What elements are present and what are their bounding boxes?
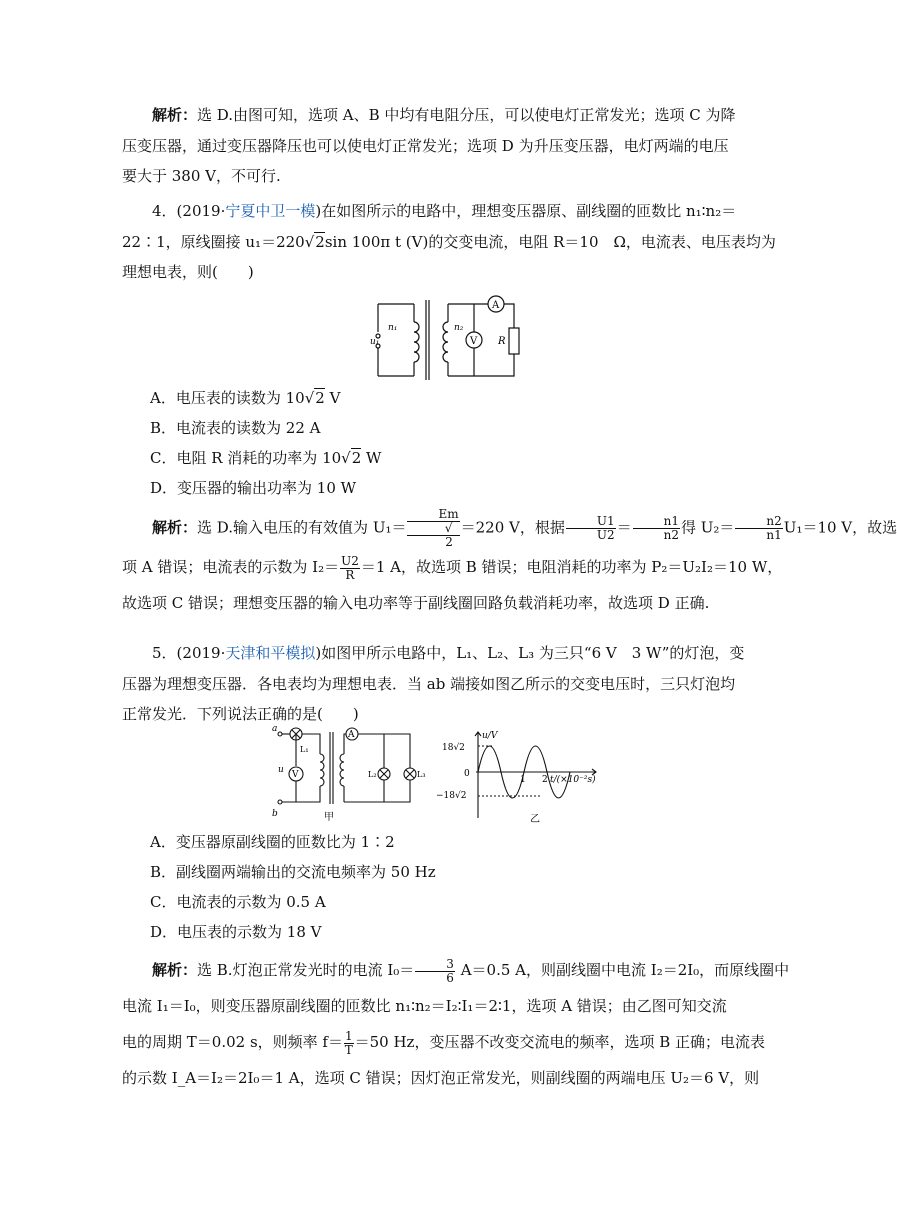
fraction: [566, 515, 616, 542]
question-5: [122, 638, 745, 730]
solution-label: 解析：: [152, 518, 198, 537]
question-4: 4．(2019·宁夏中卫一模)在如图所示的电路中，理想变压器原、副线圈的匝数比 n₁∶n₂＝ 22∶1，原线圈接 u₁＝220√2sin 100π t (V)的交变电流，电阻 R＝10 Ω，电流表、电压表均为 理想电表，则( ): [122, 196, 738, 288]
text-line: 的示数 I_A＝I₂＝2I₀＝1 A，选项 C 错误；因灯泡正常发光，则副线圈的两端电压 U₂＝6 V，则: [122, 1069, 760, 1087]
voltmeter-label: V: [292, 770, 299, 780]
numerator: Em: [407, 508, 459, 522]
text-line: 压变压器，通过变压器降压也可以使电灯正常发光；选项 D 为升压变压器，电灯两端的电压: [122, 136, 729, 155]
solution-label: 解析：: [152, 961, 198, 979]
label-n1: n₁: [388, 323, 398, 333]
ammeter-label: A: [348, 730, 355, 740]
option-text: A．电压表的读数为 10: [150, 389, 305, 407]
resistor-label: R: [498, 336, 506, 347]
y-max-label: 18√2: [442, 743, 465, 753]
numerator: U2: [341, 553, 359, 568]
label-u: u: [278, 765, 284, 775]
denominator: R: [345, 567, 355, 582]
option-a: A．电压表的读数为 10√2 V: [150, 389, 341, 407]
numerator: U1: [566, 515, 616, 529]
fraction: [415, 958, 455, 985]
numerator: 3: [415, 958, 455, 972]
denominator: 6: [446, 970, 454, 985]
text-line: 电的周期 T＝0.02 s，则频率 f＝: [122, 1033, 343, 1051]
solution-4: [122, 507, 897, 621]
question-number: 4．(2019·: [152, 202, 226, 220]
option-d: D．电压表的示数为 18 V: [150, 923, 322, 941]
text-line: U₁＝10 V，故选: [783, 518, 897, 537]
text-line: )在如图所示的电路中，理想变压器原、副线圈的匝数比 n₁∶n₂＝: [315, 202, 737, 220]
circuit-diagram-q4: [366, 292, 526, 384]
text-line: 电流 I₁＝I₀，则变压器原副线圈的匝数比 n₁∶n₂＝I₂∶I₁＝2∶1，选项 A 错误；由乙图可知交流: [122, 997, 727, 1015]
numerator: n2: [735, 515, 782, 529]
text-line: 选 D.输入电压的有效值为 U₁＝: [197, 518, 407, 537]
terminal-b: b: [272, 809, 278, 819]
solution-5: [122, 952, 790, 1096]
denominator: n1: [766, 528, 782, 542]
option-c: C．电流表的示数为 0.5 A: [150, 893, 326, 911]
text-line: 要大于 380 V，不可行.: [122, 167, 281, 185]
text-line: 理想电表，则( ): [122, 263, 254, 281]
text-line: )如图甲所示电路中，L₁、L₂、L₃ 为三只“6 V 3 W”的灯泡，变: [315, 644, 745, 662]
option-b: B．电流表的读数为 22 A: [150, 419, 321, 437]
option-a: A．变压器原副线圈的匝数比为 1∶2: [150, 833, 395, 851]
text-line: ＝220 V，根据: [460, 518, 565, 537]
option-d: D．变压器的输出功率为 10 W: [150, 479, 357, 497]
figure-label-yi: 乙: [530, 814, 540, 825]
text-line: 项 A 错误；电流表的示数为 I₂＝: [122, 558, 340, 576]
solution-label: 解析：: [152, 106, 198, 124]
figure-label-jia: 甲: [324, 812, 334, 823]
question-source: 天津和平模拟: [225, 644, 316, 662]
text-line: 正常发光．下列说法正确的是( ): [122, 705, 359, 723]
label-n2: n₂: [454, 323, 464, 333]
voltage-graph-q5-yi: [436, 726, 616, 826]
sqrt-value: 2: [315, 389, 325, 407]
zero-label: 0: [464, 769, 470, 779]
y-axis-label: u/V: [482, 731, 498, 741]
text-line: 22∶1，原线圈接 u₁＝220: [122, 232, 305, 251]
question-source: 宁夏中卫一模: [225, 202, 316, 220]
circuit-diagram-q5-jia: [272, 724, 426, 823]
text-line: 压器为理想变压器．各电表均为理想电表．当 ab 端接如图乙所示的交变电压时，三只灯泡均: [122, 674, 736, 693]
text-line: A＝0.5 A，则副线圈中电流 I₂＝2I₀，而原线圈中: [455, 961, 790, 979]
text-line: ＝: [616, 518, 632, 537]
sqrt-value: 2: [351, 449, 362, 467]
denominator: U2: [596, 528, 615, 542]
text-line: 选 D.由图可知，选项 A、B 中均有电阻分压，可以使电灯正常发光；选项 C 为降: [197, 106, 736, 124]
fraction: [633, 515, 680, 542]
option-c: C．电阻 R 消耗的功率为 10√2 W: [150, 449, 382, 467]
option-unit: V: [324, 389, 341, 407]
x-tick-2: 2: [542, 775, 548, 785]
option-unit: W: [361, 449, 382, 467]
x-axis-label: t/(×10⁻²s): [550, 775, 596, 785]
sqrt-value: 2: [315, 232, 325, 251]
numerator: 1: [344, 1028, 353, 1043]
label-l1: L₁: [300, 745, 309, 754]
question-number: 5．(2019·: [152, 644, 226, 662]
label-l3: L₃: [417, 770, 426, 779]
denominator: 2: [407, 535, 459, 549]
denominator: n2: [663, 528, 679, 542]
text-line: ＝1 A，故选项 B 错误；电阻消耗的功率为 P₂＝U₂I₂＝10 W，: [360, 558, 783, 576]
terminal-a: a: [272, 724, 278, 734]
text-line: 得 U₂＝: [680, 518, 735, 537]
label-l2: L₂: [368, 770, 377, 779]
option-b: B．副线圈两端输出的交流电频率为 50 Hz: [150, 863, 436, 881]
fraction: [735, 515, 782, 542]
option-text: C．电阻 R 消耗的功率为 10: [150, 449, 342, 467]
fraction: [340, 555, 360, 582]
text-line: sin 100π t (V)的交变电流，电阻 R＝10 Ω，电流表、电压表均为: [324, 232, 776, 251]
numerator: n1: [633, 515, 680, 529]
x-tick-1: 1: [520, 775, 526, 785]
ammeter-label: A: [492, 300, 500, 311]
text-line: 故选项 C 错误；理想变压器的输入电功率等于副线圈回路负载消耗功率，故选项 D 正确.: [122, 594, 710, 612]
solution-3: [122, 100, 738, 192]
voltmeter-label: V: [470, 336, 478, 347]
y-min-label: −18√2: [436, 791, 467, 801]
fraction: [344, 1030, 354, 1057]
fraction: Em √ 2: [407, 508, 459, 549]
label-u1: u₁: [370, 337, 380, 347]
text-line: ＝50 Hz，变压器不改变交流电的频率，选项 B 正确；电流表: [354, 1033, 766, 1051]
denominator: T: [344, 1042, 353, 1057]
text-line: 选 B.灯泡正常发光时的电流 I₀＝: [197, 961, 415, 979]
